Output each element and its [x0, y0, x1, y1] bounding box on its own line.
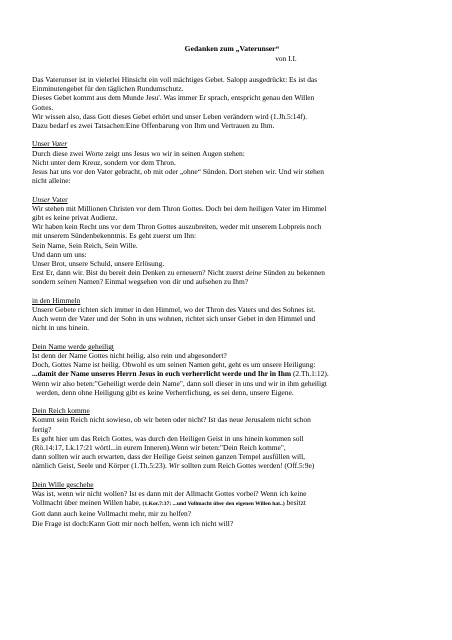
text-line: dann sollten wir auch erwarten, dass der Heilige Geist seinen ganzen Tempel ausfüllen will, [32, 452, 305, 462]
text-line: Ist denn der Name Gottes nicht heilig, also rein und abgesondert? [32, 351, 227, 361]
text-line: ...damit der Name unseres Herrn Jesus in euch verherrlicht werde und Ihr in Ihm (2.Th.1:12). [32, 369, 329, 379]
text-line: Gott dann auch keine Vollmacht mehr, mir zu helfen? [32, 509, 192, 519]
text-line: Gottes. [32, 102, 54, 112]
text-line: (Rö.14:17, Lk.17:21 wörtl...in eurem Inneren).Wenn wir beten:"Dein Reich komme", [32, 443, 286, 453]
section-unser-vater [32, 139, 432, 185]
text-line: sondern seinen Namen? Einmal wegsehen von dir und aufsehen zu Ihm? [32, 277, 249, 287]
section-heading: Unser Vater [32, 194, 68, 204]
document-body [32, 75, 432, 537]
text-line: Unsere Gebete richten sich immer in den Himmel, wo der Thron des Vaters und des Sohnes ist. [32, 305, 316, 315]
text-line: gibt es keine privat Audienz. [32, 213, 118, 223]
text-line: Kommt sein Reich nicht sowieso, ob wir beten oder nicht? Ist das neue Jerusalem nicht schon [32, 415, 311, 425]
section-heading: Dein Wille geschehe [32, 479, 94, 489]
text-line: Das Vaterunser ist in vielerlei Hinsicht ein voll mächtiges Gebet. Salopp ausgedrückt: Es ist das [32, 75, 318, 84]
text-line: Wir wissen also, dass Gott dieses Gebet erhört und unser Leben verändern wird (1.Jh.5:14f). [32, 111, 308, 121]
text-line: Vollmacht über meinen Willen habe, (1.Kor.7:37: ...und Vollmacht über den eigenen Willen hat..) besitzt [32, 498, 306, 508]
section-unser-vater-2 [32, 195, 432, 287]
section-heading: Dein Name werde geheiligt [32, 341, 114, 351]
text-line: Wir stehen mit Millionen Christen vor dem Thron Gottes. Doch bei dem heiligen Vater im Himmel [32, 203, 327, 213]
document-title: Gedanken zum „Vaterunser“ [184, 44, 280, 53]
section-in-den-himmeln [32, 296, 432, 333]
document-author: von I.I. [275, 54, 297, 63]
text-line: Durch diese zwei Worte zeigt uns Jesus wo wir in seinen Augen stehen: [32, 148, 245, 158]
text-line: nämlich Geist, Seele und Körper (1.Th.5:23). Wir sollten zum Reich Gottes werden! (Off.5:9e) [32, 461, 315, 471]
text-line: Doch, Gottes Name ist heilig. Obwohl es um seinen Namen geht, geht es um unsere Heiligung: [32, 360, 316, 370]
text-line: Nicht unter dem Kreuz, sondern vor dem Thron. [32, 157, 176, 167]
section-heading: in den Himmeln [32, 295, 81, 305]
section-heading: Dein Reich komme [32, 406, 90, 416]
text-line: Die Frage ist doch:Kann Gott mir noch helfen, wenn ich nicht will? [32, 518, 234, 528]
text-line: Auch wenn der Vater und der Sohn in uns wohnen, richtet sich unser Gebet in den Himmel und [32, 314, 316, 324]
text-line: Jesus hat uns vor den Vater gebracht, ob mit oder „ohne“ Sünden. Dort stehen wir. Und wir stehen [32, 167, 324, 177]
text-line: mit unserem Sündenbekenntnis. Es geht zuerst um Ihn: [32, 231, 197, 241]
section-dein-name [32, 342, 432, 397]
text-line: nicht alleine: [32, 176, 71, 186]
text-line: Unser Brot, unsere Schuld, unsere Erlösung. [32, 259, 165, 269]
text-line: Dieses Gebet kommt aus dem Munde Jesu'. Was immer Er sprach, entspricht genau den Willen [32, 93, 315, 103]
text-line: Sein Name, Sein Reich, Sein Wille. [32, 240, 138, 250]
text-line: werden, denn ohne Heiligung gibt es keine Verherrlichung, es sei denn, unsere Eigene. [36, 387, 294, 397]
text-line: Einminutengebet für den täglichen Rundumschutz. [32, 84, 184, 94]
text-line: Was ist, wenn wir nicht wollen? Ist es dann mit der Allmacht Gottes vorbei? Wenn ich keine [32, 489, 307, 499]
text-line: Es geht hier um das Reich Gottes, was durch den Heiligen Geist in uns hinein kommen soll [32, 433, 304, 443]
text-line: nicht in uns hinein. [32, 323, 90, 333]
text-line: Wenn wir also beten:"Geheiligt werde dein Name", dann soll dieser in uns und wir in ihm geheiligt [32, 378, 327, 388]
text-line: Dazu bedarf es zwei Tatsachen:Eine Offenbarung von Ihm und Vertrauen zu Ihm. [32, 121, 275, 131]
section-dein-reich [32, 406, 432, 470]
text-line: Wir haben kein Recht uns vor dem Thron Gottes auszubreiten, weder mit unserem Lobpreis noch [32, 222, 322, 232]
section-heading: Unser Vater [32, 139, 68, 149]
text-line: Erst Er, dann wir. Bist du bereit dein Denken zu erneuern? Nicht zuerst deine Sünden zu bekennen [32, 268, 325, 278]
text-line: fertig? [32, 424, 52, 434]
intro-paragraph [32, 75, 432, 130]
section-dein-wille [32, 480, 432, 528]
text-line: Und dann um uns: [32, 249, 87, 259]
